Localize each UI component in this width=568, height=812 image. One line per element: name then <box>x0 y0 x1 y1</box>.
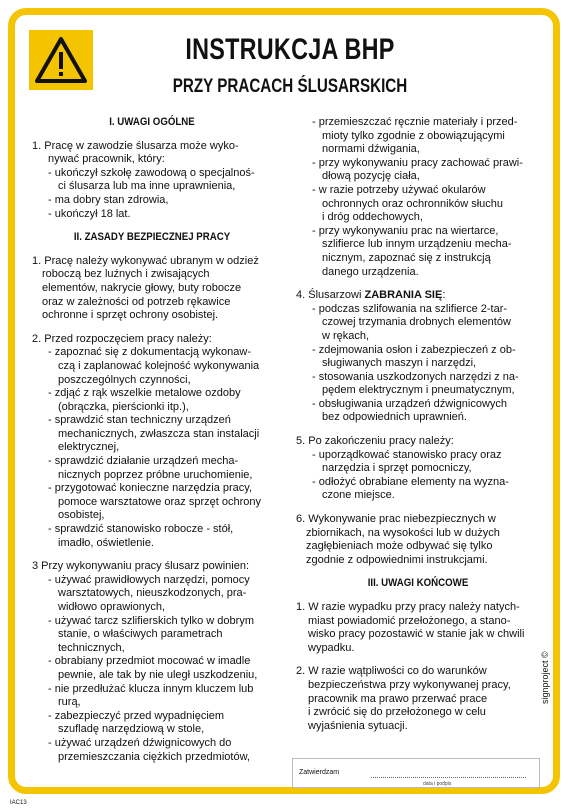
list-item: sługiwanych maszyn i narzędzi, <box>322 357 477 370</box>
text-line: wisko pracy pozostawić w stanie jak w chwili <box>308 628 525 641</box>
text-line: 2. W razie wątpliwości co do warunków <box>296 665 487 678</box>
list-item: dłową pozycję ciała, <box>322 170 420 183</box>
list-item: w rękach, <box>322 329 370 342</box>
list-item: czą i zaplanować kolejność wykonywania <box>58 359 260 372</box>
list-item: narzędzia i sprzęt pomocniczy, <box>322 462 472 475</box>
list-item: rurą, <box>58 696 81 709</box>
right-column <box>296 116 540 733</box>
page-subtitle: PRZY PRACACH ŚLUSARSKICH <box>172 76 408 97</box>
list-item: - zabezpieczyć przed wypadnięciem <box>48 709 225 722</box>
list-item: - uporządkować stanowisko pracy oraz <box>312 448 502 461</box>
list-item: - ukończył szkołę zawodową o specjalnoś- <box>48 166 255 179</box>
list-item: stanie, o właściwych parametrach <box>58 628 223 641</box>
list-item: - odłożyć obrabiane elementy na wyzna- <box>312 475 509 488</box>
list-item: szufladę narzędziową w stole, <box>58 723 205 736</box>
product-code: IAC13 <box>10 800 27 806</box>
text-line: 3 Przy wykonywaniu pracy ślusarz powinien: <box>32 560 250 573</box>
warning-sign <box>29 30 93 90</box>
text-line: 1. Pracę w zawodzie ślusarza może wyko- <box>32 139 239 152</box>
text-line: zagłębieniach może odbywać się tylko <box>306 540 493 553</box>
list-item: - obrabiany przedmiot mocować w imadle <box>48 655 251 668</box>
section-heading: III. UWAGI KOŃCOWE <box>367 577 469 590</box>
text-line: i zwrócić się do przełożonego w celu <box>308 706 486 719</box>
text-line: zgodnie z odpowiednimi instrukcjami. <box>306 553 488 566</box>
list-item: czowej trzymania drobnych elementów <box>322 316 511 329</box>
text-line: bezpieczeństwa przy wykonywanej pracy, <box>308 678 511 691</box>
list-item: - sprawdzić stan techniczny urządzeń <box>48 414 231 427</box>
text-line: 1. W razie wypadku przy pracy należy natych- <box>296 601 520 613</box>
list-item: i dróg oddechowych, <box>322 211 423 224</box>
list-item: normami dźwigania, <box>322 143 420 156</box>
list-item: danego urządzenia. <box>322 265 419 278</box>
list-item: - przy wykonywaniu pracy zachować prawi- <box>312 156 523 169</box>
list-item: - przemieszczać ręcznie materiały i przed- <box>312 116 518 128</box>
list-item: nicznych poprzez próbne uruchomienie, <box>58 468 253 481</box>
list-item: mioty tylko zgodnie z obowiązującymi <box>322 129 505 142</box>
text-line: nywać pracownik, który: <box>48 153 165 166</box>
list-item: elektrycznej, <box>58 441 120 454</box>
list-item: widłowo oprawionych, <box>58 601 165 613</box>
approval-box <box>292 758 540 788</box>
list-item: - sprawdzić działanie urządzeń mecha- <box>48 455 239 468</box>
list-item: pomoce warsztatowe oraz sprzęt ochrony <box>58 495 261 508</box>
zabrania-suffix: : <box>442 289 446 302</box>
list-item: - zdejmowania osłon i zabezpieczeń z ob- <box>312 343 516 356</box>
left-column <box>32 116 272 764</box>
text-line: 5. Po zakończeniu pracy należy: <box>296 435 454 448</box>
list-item: - sprawdzić stanowisko robocze - stół, <box>48 523 234 536</box>
list-item: czone miejsce. <box>322 489 395 502</box>
list-item: imadło, oświetlenie. <box>58 536 154 549</box>
list-item: - używać prawidłowych narzędzi, pomocy <box>48 573 250 586</box>
list-item: - przygotować konieczne narzędzia pracy, <box>48 482 253 495</box>
list-item: warsztatowych, nieuszkodzonych, pra- <box>58 587 247 600</box>
list-item: - ukończył 18 lat. <box>48 207 131 220</box>
approve-label: Zatwierdzam <box>299 769 340 776</box>
list-item: - przy wykonywaniu prac na wiertarce, <box>312 224 499 237</box>
text-line: wypadku. <box>308 641 355 654</box>
list-item: ci ślusarza lub ma inne uprawnienia, <box>58 180 236 193</box>
text-line: 6. Wykonywanie prac niebezpiecznych w <box>296 513 496 526</box>
list-item: pewnie, ale tak by nie uległ uszkodzeniu, <box>58 668 258 681</box>
section-heading: II. ZASADY BEZPIECZNEJ PRACY <box>73 231 231 244</box>
list-item: - ma dobry stan zdrowia, <box>48 193 169 206</box>
text-line: ochronne i sprzęt ochrony osobistej. <box>42 309 219 322</box>
list-item: - w razie potrzeby używać okularów <box>312 183 486 196</box>
list-item: - obsługiwania urządzeń dźwignicowych <box>312 397 508 410</box>
list-item: - nie przedłużać klucza innym kluczem lub <box>48 682 254 695</box>
text-line: elementów, nakrycie głowy, buty robocze <box>42 281 242 294</box>
zabrania-sie-emphasis: ZABRANIA SIĘ <box>364 289 443 302</box>
signature-line[interactable] <box>371 777 526 778</box>
text-line: zbiornikach, na wysokości lub w dużych <box>306 526 500 539</box>
list-item: (obrączka, pierścionki itp.), <box>58 400 189 413</box>
warning-triangle-icon <box>34 35 88 85</box>
list-item: bez odpowiednich uprawnień. <box>322 411 467 424</box>
signature-caption: data i podpis <box>423 781 452 787</box>
text-line: roboczą bez luźnych i zwisających <box>42 268 210 281</box>
list-item: osobistej, <box>58 509 105 522</box>
list-item: - zapoznać się z dokumentacją wykonaw- <box>48 346 251 359</box>
text-line: wyjaśnienia sytuacji. <box>308 719 408 732</box>
list-item: - zdjąć z rąk wszelkie metalowe ozdoby <box>48 387 241 400</box>
page-title: INSTRUKCJA BHP <box>185 33 395 66</box>
text-line: 1. Pracę należy wykonywać ubranym w odzież <box>32 254 259 267</box>
text-line: oraz w zależności od potrzeb rękawice <box>42 295 231 308</box>
text-line: pracownik ma prawo przerwać prace <box>308 692 488 705</box>
list-item: - stosowania uszkodzonych narzędzi z na- <box>312 370 519 383</box>
list-item: ochronnych oraz ochronników słuchu <box>322 197 503 210</box>
list-item: nicznym, zapoznać się z instrukcją <box>322 251 491 264</box>
list-item: szlifierce lub innym urządzeniu mecha- <box>322 238 512 251</box>
brand-mark: signproject © <box>540 651 550 704</box>
list-item: poszczególnych czynności, <box>58 373 191 386</box>
text-line <box>296 289 540 303</box>
list-item: pędem elektrycznym i pneumatycznym, <box>322 384 515 397</box>
list-item: technicznych, <box>58 641 125 654</box>
list-item: przemieszczania ciężkich przedmiotów, <box>58 750 250 763</box>
text-line: 2. Przed rozpoczęciem pracy należy: <box>32 332 212 345</box>
section-heading: I. UWAGI OGÓLNE <box>109 116 195 128</box>
list-item: - używać urządzeń dźwignicowych do <box>48 736 232 749</box>
text-line: miast powiadomić przełożonego, a stano- <box>308 614 511 627</box>
list-item: - podczas szlifowania na szlifierce 2-tar- <box>312 302 508 315</box>
list-item: mechanicznych, zwłaszcza stan instalacji <box>58 427 260 440</box>
zabrania-prefix: 4. Ślusarzowi <box>296 289 365 302</box>
list-item: - używać tarcz szlifierskich tylko w dobrym <box>48 614 254 627</box>
